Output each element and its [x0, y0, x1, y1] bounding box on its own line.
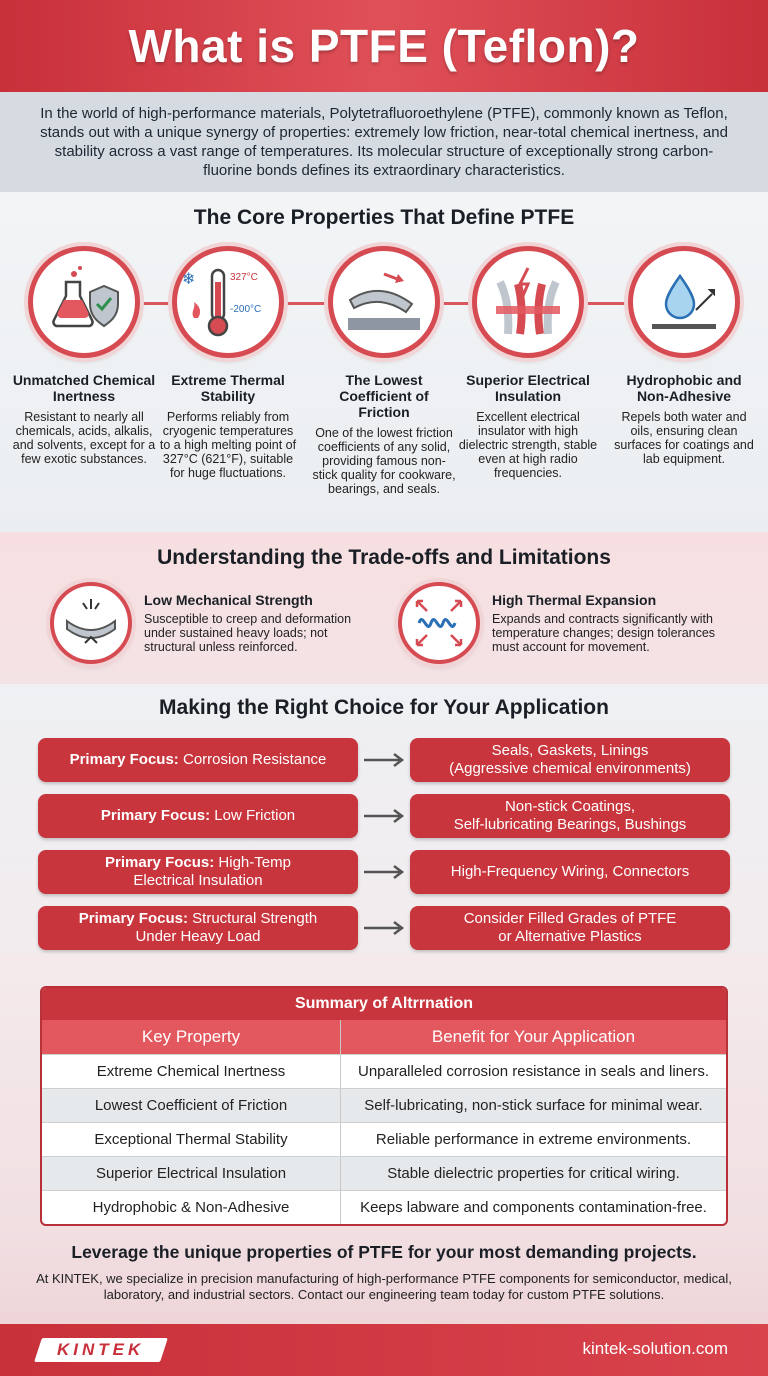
table-row: [42, 1190, 726, 1224]
limit-thermal-expansion: [398, 582, 722, 664]
tradeoffs-title: Understanding the Trade-offs and Limitations: [157, 546, 611, 569]
result-line: Seals, Gaskets, Linings: [491, 742, 649, 759]
table-cell: Hydrophobic & Non-Adhesive: [92, 1199, 290, 1216]
intro-paragraph: In the world of high-performance materials, Polytetrafluoroethylene (PTFE), commonly known as Teflon, stands out with a unique synergy of properties: extremely low friction, near-total chemical inertness, and stability across a vast range of temperatures. Its molecular structure of exceptionally strong carbon-fluorine bonds defines its extraordinary characteristics.: [0, 92, 768, 192]
deformation-icon: [50, 582, 132, 664]
focus-label: Corrosion Resistance: [182, 751, 327, 768]
summary-table: [40, 986, 728, 1226]
property-desc: One of the lowest friction coefficients of any solid, providing famous non-stick quality for cookware, bearings, and seals.: [312, 426, 456, 496]
result-line: Self-lubricating Bearings, Bushings: [453, 816, 687, 833]
table-row: [42, 1156, 726, 1190]
result-line: or Alternative Plastics: [498, 928, 642, 945]
footer-bar: [0, 1324, 768, 1376]
table-cell: Exceptional Thermal Stability: [94, 1131, 288, 1148]
result-pill: [410, 850, 730, 894]
table-cell: Unparalleled corrosion resistance in seals and liners.: [340, 1055, 726, 1088]
property-title: Superior Electrical Insulation: [466, 372, 590, 404]
cta-section: [0, 1230, 768, 1324]
tradeoffs-section: [0, 532, 768, 684]
focus-prefix: Primary Focus:: [100, 807, 211, 824]
logo-text: KINTEK: [57, 1340, 145, 1359]
table-cell: Reliable performance in extreme environments.: [340, 1123, 726, 1156]
arrow-right-icon: [362, 752, 406, 768]
result-pill: [410, 738, 730, 782]
result-line: (Aggressive chemical environments): [449, 760, 691, 777]
insulated-wires-icon: [472, 246, 584, 358]
result-line: Consider Filled Grades of PTFE: [463, 910, 677, 927]
property-electrical-insulation: [456, 246, 600, 480]
focus-prefix: Primary Focus:: [78, 910, 188, 927]
property-desc: Resistant to nearly all chemicals, acids, alkalis, and solvents, except for a few exotic substances.: [12, 410, 156, 466]
svg-text:❄: ❄: [182, 269, 196, 288]
choice-row: [38, 906, 730, 950]
summary-caption: Summary of Altrrnation: [42, 988, 726, 1020]
result-line: Non-stick Coatings,: [504, 798, 636, 815]
choice-row: [38, 738, 730, 782]
focus-pill: [38, 794, 358, 838]
table-row: [42, 1122, 726, 1156]
sliding-surface-icon: [328, 246, 440, 358]
thermometer-icon: [172, 246, 284, 358]
focus-label: High-Temp Electrical Insulation: [133, 854, 291, 889]
property-title: Extreme Thermal Stability: [171, 372, 285, 404]
table-cell: Self-lubricating, non-stick surface for minimal wear.: [340, 1089, 726, 1122]
kintek-logo[interactable]: [34, 1338, 168, 1362]
property-desc: Performs reliably from cryogenic temperatures to a high melting point of 327°C (621°F), suitable for huge fluctuations.: [159, 410, 297, 480]
header-banner: [0, 0, 768, 92]
limit-desc: Expands and contracts significantly with temperature changes; design tolerances must account for movement.: [492, 612, 716, 654]
focus-prefix: Primary Focus:: [69, 751, 179, 768]
cta-title: Leverage the unique properties of PTFE for your most demanding projects.: [71, 1242, 697, 1262]
water-drop-icon: [628, 246, 740, 358]
flask-shield-icon: [28, 246, 140, 358]
header-key-property: Key Property: [141, 1027, 241, 1046]
result-line: High-Frequency Wiring, Connectors: [450, 863, 690, 880]
property-desc: Excellent electrical insulator with high dielectric strength, stable even at high radio frequencies.: [458, 410, 598, 480]
thermal-high-label: 327°C: [230, 272, 258, 283]
arrow-right-icon: [362, 920, 406, 936]
choice-title: Making the Right Choice for Your Application: [159, 696, 609, 719]
limit-desc: Susceptible to creep and deformation under sustained heavy loads; not structural unless reinforced.: [144, 612, 352, 654]
limit-title: High Thermal Expansion: [492, 592, 657, 608]
property-title: Hydrophobic and Non-Adhesive: [626, 372, 742, 404]
table-cell: Keeps labware and components contamination-free.: [340, 1191, 726, 1224]
arrow-right-icon: [362, 808, 406, 824]
choice-section: [0, 684, 768, 954]
focus-pill: [38, 906, 358, 950]
thermal-low-label: -200°C: [230, 304, 262, 315]
focus-prefix: Primary Focus:: [105, 854, 215, 871]
cta-desc: At KINTEK, we specialize in precision manufacturing of high-performance PTFE components for semiconductor, medical, laboratory, and industrial sectors. Contact our engineering team today for custom PTFE solutions.: [36, 1271, 732, 1302]
focus-label: Structural Strength Under Heavy Load: [135, 910, 318, 945]
table-header: [42, 1020, 726, 1054]
property-title: Unmatched Chemical Inertness: [12, 372, 156, 404]
limit-title: Low Mechanical Strength: [144, 592, 313, 608]
website-link[interactable]: kintek-solution.com: [582, 1339, 728, 1358]
property-chemical-inertness: [12, 246, 156, 466]
header-benefit: Benefit for Your Application: [340, 1020, 726, 1054]
focus-pill: [38, 738, 358, 782]
choice-row: [38, 794, 730, 838]
focus-label: Low Friction: [214, 807, 296, 824]
table-cell: Stable dielectric properties for critical wiring.: [340, 1157, 726, 1190]
arrow-right-icon: [362, 864, 406, 880]
summary-section: [0, 954, 768, 1230]
choice-row: [38, 850, 730, 894]
core-properties-title: The Core Properties That Define PTFE: [193, 206, 575, 229]
limit-mechanical-strength: [50, 582, 374, 664]
table-cell: Lowest Coefficient of Friction: [94, 1097, 288, 1114]
result-pill: [410, 794, 730, 838]
table-row: [42, 1054, 726, 1088]
property-title: The Lowest Coefficient of Friction: [339, 372, 429, 420]
property-thermal-stability: [156, 246, 300, 480]
focus-pill: [38, 850, 358, 894]
property-desc: Repels both water and oils, ensuring clean surfaces for coatings and lab equipment.: [614, 410, 754, 466]
table-row: [42, 1088, 726, 1122]
property-low-friction: [312, 246, 456, 496]
table-cell: Extreme Chemical Inertness: [96, 1063, 286, 1080]
coil-expansion-icon: [398, 582, 480, 664]
result-pill: [410, 906, 730, 950]
page-title: What is PTFE (Teflon)?: [128, 20, 640, 72]
table-cell: Superior Electrical Insulation: [95, 1165, 287, 1182]
core-properties-section: [0, 192, 768, 532]
property-hydrophobic: [612, 246, 756, 466]
